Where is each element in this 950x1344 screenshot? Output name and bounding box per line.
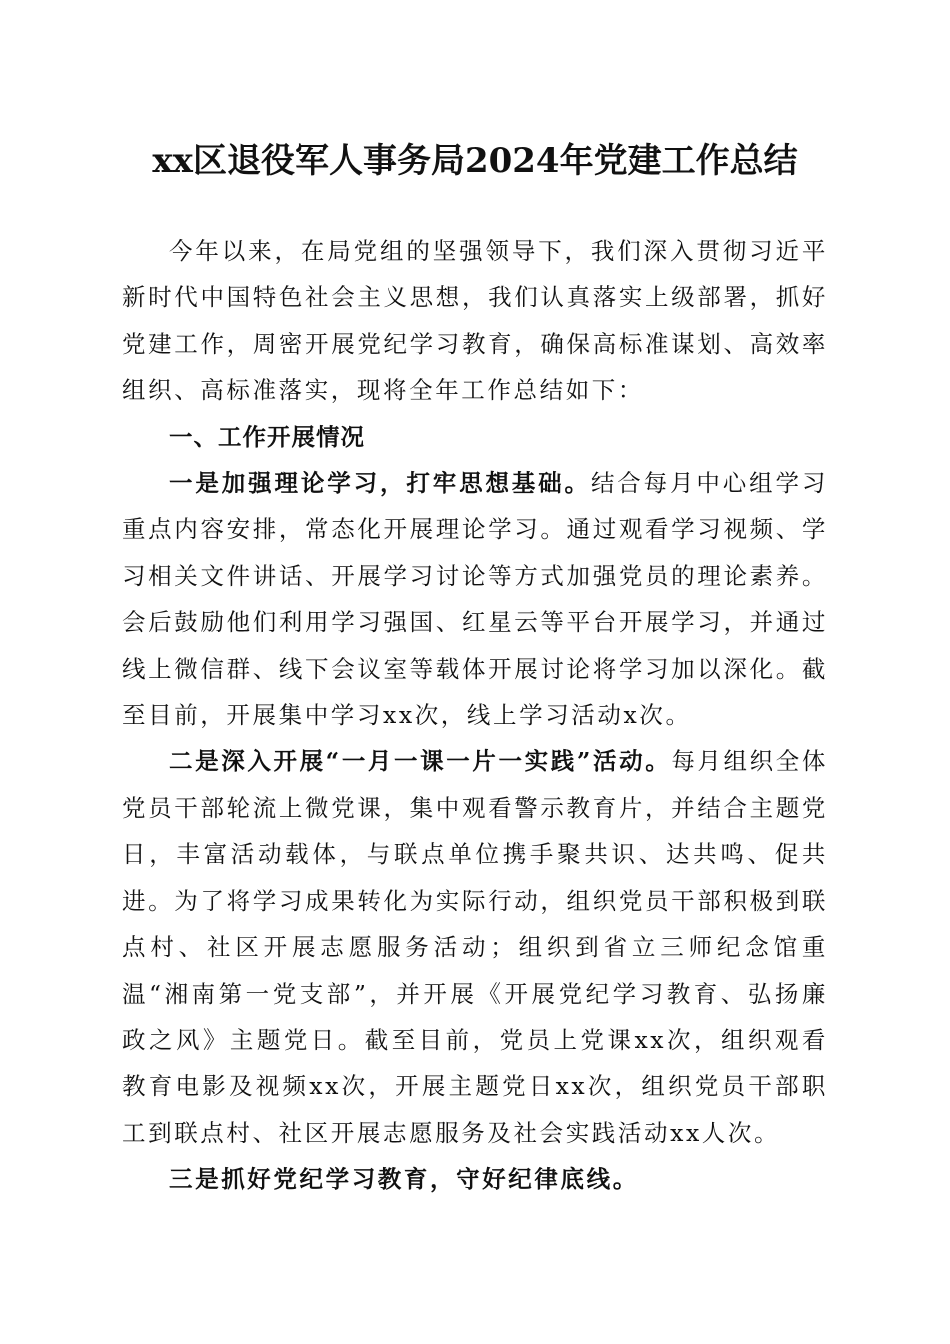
paragraph-text: 结合每月中心组学习重点内容安排，常态化开展理论学习。通过观看学习视频、学习相关文件讲话、开展学习讨论等方式加强党员的理论素养。会后鼓励他们利用学习强国、红星云等平台开展学习，并通过线上微信群、线下会议室等载体开展讨论将学习加以深化。截至目前，开展集中学习xx次，线上学习活动x次。	[122, 469, 828, 730]
document-body	[122, 228, 828, 1203]
paragraph-discipline-education	[122, 1156, 828, 1202]
paragraph-monthly-activity	[122, 738, 828, 1156]
paragraph-lead: 三是抓好党纪学习教育，守好纪律底线。	[169, 1165, 639, 1194]
intro-paragraph: 今年以来，在局党组的坚强领导下，我们深入贯彻习近平新时代中国特色社会主义思想，我们认真落实上级部署，抓好党建工作，周密开展党纪学习教育，确保高标准谋划、高效率组织、高标准落实，现将全年工作总结如下：	[122, 237, 828, 405]
paragraph-theory-study	[122, 460, 828, 738]
document-title: xx区退役军人事务局2024年党建工作总结	[152, 141, 798, 181]
paragraph-lead: 一是加强理论学习，打牢思想基础。	[169, 469, 591, 498]
paragraph-lead: 二是深入开展“一月一课一片一实践”活动。	[169, 747, 672, 776]
paragraph-text: 每月组织全体党员干部轮流上微党课，集中观看警示教育片，并结合主题党日，丰富活动载体，与联点单位携手聚共识、达共鸣、促共进。为了将学习成果转化为实际行动，组织党员干部积极到联点村、社区开展志愿服务活动；组织到省立三师纪念馆重温“湘南第一党支部”，并开展《开展党纪学习教育、弘扬廉政之风》主题党日。截至目前，党员上党课xx次，组织观看教育电影及视频xx次，开展主题党日xx次，组织党员干部职工到联点村、社区开展志愿服务及社会实践活动xx人次。	[122, 747, 828, 1147]
section-heading: 一、工作开展情况	[169, 422, 365, 451]
